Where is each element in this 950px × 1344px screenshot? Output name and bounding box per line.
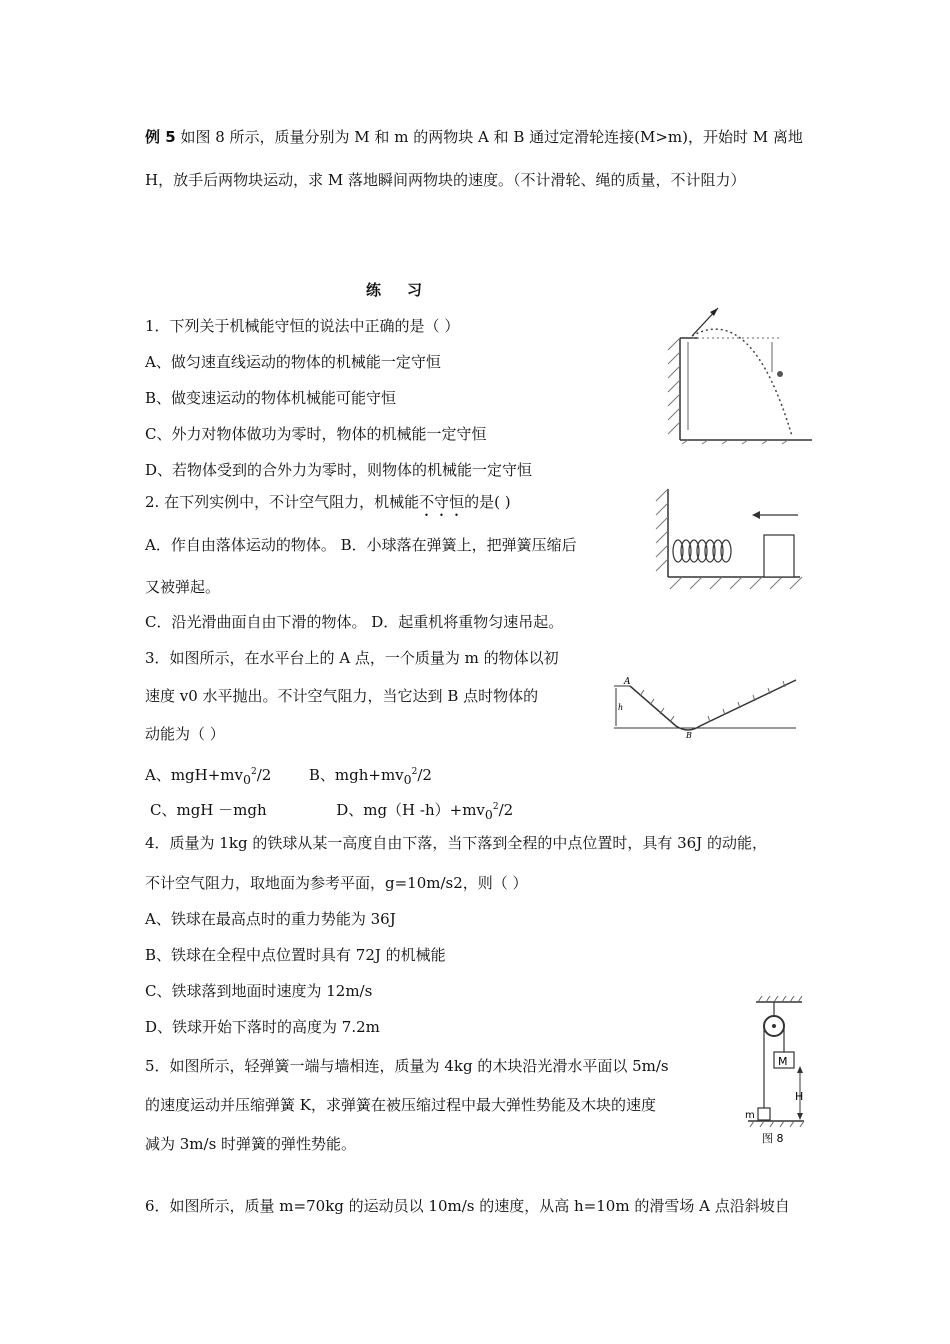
motion-arrowhead — [752, 511, 760, 519]
q6-line1: 6．如图所示，质量 m=70kg 的运动员以 10m/s 的速度，从高 h=10m 的滑雪场 A 点沿斜坡自 — [145, 1197, 790, 1215]
example5-line1: 例 5 如图 8 所示，质量分别为 M 和 m 的两物块 A 和 B 通过定滑轮连接(M>m)，开始时 M 离地 — [145, 128, 803, 146]
q2-stem: 2. 在下列实例中，不计空气阻力，机械能不守恒的是( ) — [145, 493, 511, 511]
slope-hatching — [640, 681, 785, 722]
q1-option-b: B、做变速运动的物体机械能可能守恒 — [145, 389, 397, 407]
label-m: m — [745, 1110, 755, 1121]
label-H: H — [795, 1090, 804, 1103]
q1-stem: 1．下列关于机械能守恒的说法中正确的是（ ） — [145, 317, 460, 335]
spring — [673, 540, 731, 562]
q1-option-c: C、外力对物体做功为零时，物体的机械能一定守恒 — [145, 425, 487, 443]
q1-option-a: A、做匀速直线运动的物体的机械能一定守恒 — [145, 353, 441, 371]
q5-line2: 的速度运动并压缩弹簧 K，求弹簧在被压缩过程中最大弹性势能及木块的速度 — [145, 1096, 656, 1114]
q3-option-d: D、mg（H $-h)+mv_0^2/2$ — [336, 801, 514, 822]
valley-curve — [630, 680, 796, 730]
label-h: h — [618, 703, 624, 712]
ceiling-hatching — [758, 996, 802, 1002]
q3-option-b: B、$mgh+mv_0^2/2$ — [308, 766, 432, 787]
q3-option-c: C、mgH －mgh — [150, 801, 267, 819]
q5-line3: 减为 3m/s 时弹簧的弹性势能。 — [145, 1135, 357, 1153]
projectile-figure — [662, 300, 817, 445]
spring-figure — [652, 485, 804, 597]
q2-option-b-cont: 又被弹起。 — [145, 578, 221, 596]
slope-figure — [610, 672, 800, 742]
q4-line2: 不计空气阻力，取地面为参考平面，g=10m/s2，则（ ） — [145, 874, 528, 892]
label-b: B — [686, 731, 692, 740]
q5-line1: 5．如图所示，轻弹簧一端与墙相连，质量为 4kg 的木块沿光滑水平面以 5m/s — [145, 1057, 669, 1075]
example5-label: 例 5 — [145, 128, 176, 146]
q4-option-c: C、铁球落到地面时速度为 12m/s — [145, 982, 373, 1000]
cliff-wall — [680, 338, 812, 440]
q3-line1: 3．如图所示，在水平台上的 A 点，一个质量为 m 的物体以初 — [145, 649, 559, 667]
height-arrow-bottom — [797, 1113, 803, 1120]
example5-line2: H，放手后两物块运动，求 M 落地瞬间两物块的速度。（不计滑轮、绳的质量，不计阻力） — [145, 171, 746, 189]
height-arrow-top — [797, 1066, 803, 1073]
q3-line2: 速度 v0 水平抛出。不计空气阻力，当它达到 B 点时物体的 — [145, 687, 539, 705]
q3-option-a: A、$mgH+mv_0^2/2$ — [145, 766, 272, 787]
block — [764, 535, 794, 577]
q4-option-b: B、铁球在全程中点位置时具有 72J 的机械能 — [145, 946, 446, 964]
label-M: M — [778, 1055, 788, 1068]
practice-title: 练习 — [366, 281, 449, 299]
q1-option-d: D、若物体受到的合外力为零时，则物体的机械能一定守恒 — [145, 461, 533, 479]
figure-caption: 图 8 — [762, 1132, 784, 1145]
q4-option-a: A、铁球在最高点时的重力势能为 36J — [145, 910, 396, 928]
q3-line3: 动能为（ ） — [145, 725, 225, 743]
floor-hatching — [750, 1121, 804, 1127]
q3-options-cd — [150, 797, 513, 825]
q4-option-d: D、铁球开始下落时的高度为 7.2m — [145, 1018, 380, 1036]
q3-options-ab — [145, 762, 432, 790]
q4-line1: 4．质量为 1kg 的铁球从某一高度自由下落，当下落到全程的中点位置时，具有 36J 的动能， — [145, 834, 767, 852]
label-a: A — [624, 677, 631, 687]
trajectory — [692, 329, 792, 436]
q2-emphasis: 不守恒 — [419, 493, 465, 511]
block-m-small — [758, 1108, 770, 1120]
ball-icon — [777, 371, 783, 377]
pulley-figure — [742, 996, 822, 1148]
q2-options-cd: C．沿光滑曲面自由下滑的物体。 D．起重机将重物匀速吊起。 — [145, 613, 564, 631]
hatching — [668, 338, 788, 444]
pulley-axle — [772, 1024, 776, 1028]
q2-options-ab: A．作自由落体运动的物体。 B．小球落在弹簧上，把弹簧压缩后 — [145, 536, 577, 554]
